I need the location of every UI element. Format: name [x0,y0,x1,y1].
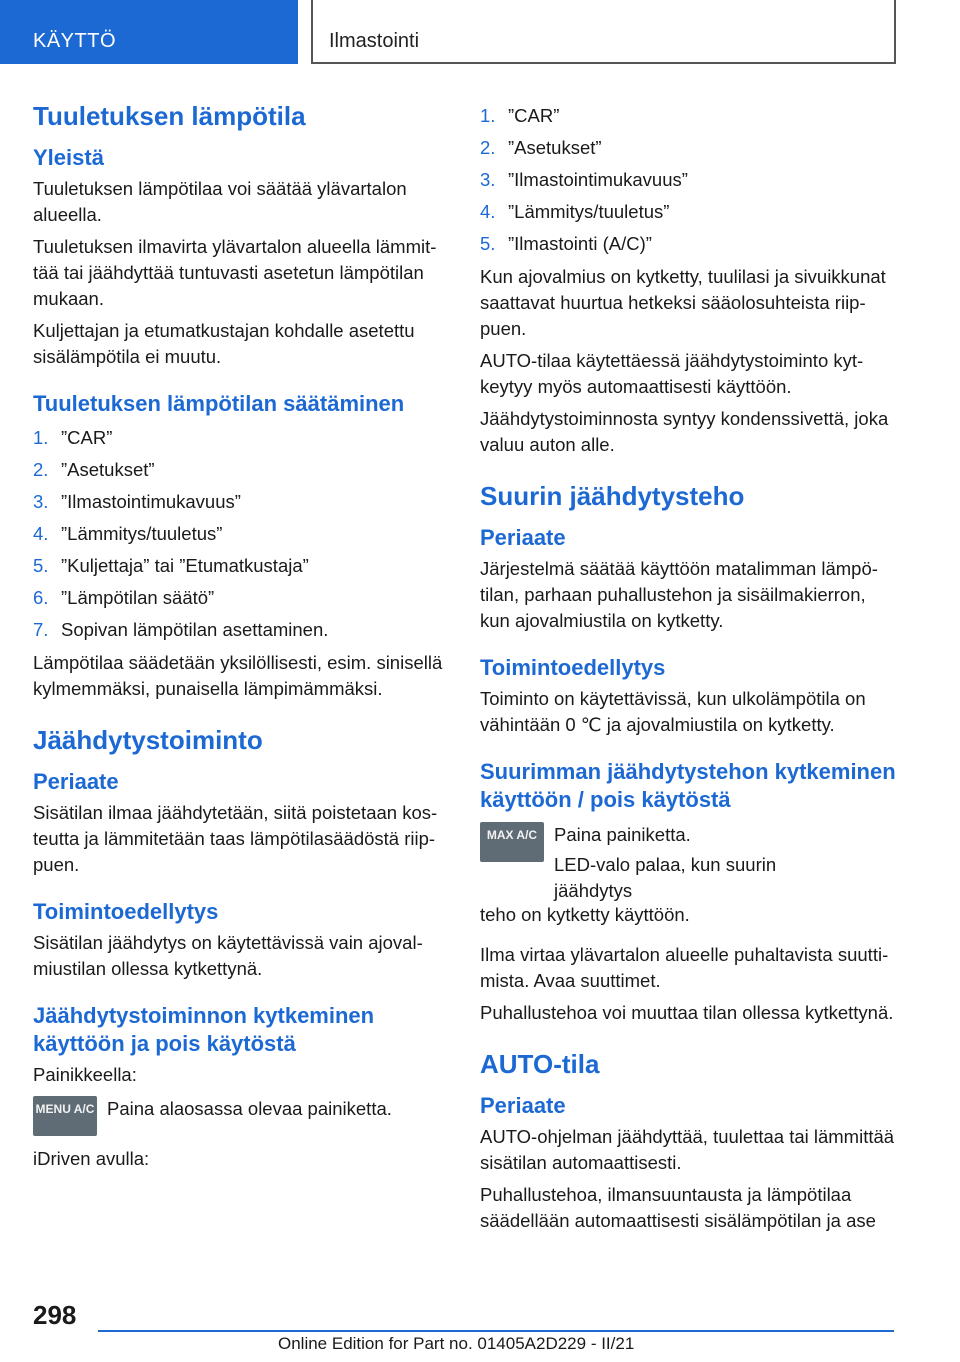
paragraph: Toiminto on käytettävissä, kun ulkolämpötila on vähintään 0 ℃ ja ajovalmiustila on kytketty. [480,688,866,735]
paragraph: Tuuletuksen lämpötilaa voi säätää ylävartalon alueella. [33,178,407,225]
list-item: 5. ”Ilmastointi (A/C)” [480,233,652,254]
section-title: Suurin jäähdytysteho [480,481,745,511]
header-section-tab: KÄYTTÖ [0,0,298,64]
left-column [33,100,448,1178]
paragraph: Ilma virtaa ylävartalon alueelle puhaltavista suuttimista. Avaa suuttimet. [480,944,889,991]
right-column [480,100,900,1240]
paragraph: iDriven avulla: [33,1148,150,1169]
paragraph: LED-valo palaa, kun suurin jäähdytys [554,854,777,901]
paragraph: Kun ajovalmius on kytketty, tuulilasi ja sivuikkunat saattavat huurtua hetkeksi sääolosuhteista riippuen. [480,266,886,339]
list-item: 1. ”CAR” [480,105,560,126]
list-item: 3. ”Ilmastointimukavuus” [480,169,688,190]
paragraph: Sisätilan jäähdytys on käytettävissä vain ajovalmiustilan ollessa kytkettynä. [33,932,423,979]
paragraph: Puhallustehoa voi muuttaa tilan ollessa kytkettynä. [480,1002,894,1023]
button-instruction-row [480,822,900,904]
steps-list-right [480,100,900,260]
subheading-kytkeminen: Suurimman jäähdytystehon kytkeminen käyttöön / pois käytöstä [480,759,896,812]
subheading-periaate: Periaate [33,769,119,794]
list-item: 4. ”Lämmitys/tuuletus” [33,523,223,544]
paragraph: Paina painiketta. [554,824,691,845]
header-chapter-title: Ilmastointi [311,0,896,64]
button-instruction-row [33,1096,448,1136]
subheading-kytkeminen: Jäähdytystoiminnon kytkeminen käyttöön ja pois käytöstä [33,1003,375,1056]
subheading-toimintoedellytys: Toimintoedellytys [480,655,666,680]
paragraph: AUTO-tilaa käytettäessä jäähdytystoiminto kytkeytyy myös automaattisesti käyttöön. [480,350,864,397]
footer-edition: Online Edition for Part no. 01405A2D229 - II/21 [278,1334,635,1353]
page-number: 298 [33,1300,77,1330]
paragraph: Järjestelmä säätää käyttöön matalimman lämpötilan, parhaan puhallustehon ja sisäilmakierron, kun ajovalmiustila on kytketty. [480,558,878,631]
paragraph: Tuuletuksen ilmavirta ylävartalon alueella lämmittää tai jäähdyttää tuntuvasti asetetun lämpötilan mukaan. [33,236,437,309]
subheading-yleista: Yleistä [33,145,104,170]
paragraph: Puhallustehoa, ilmansuuntausta ja lämpötilaa säädellään automaattisesti sisälämpötilan ja ase [480,1184,876,1231]
list-item: 4. ”Lämmitys/tuuletus” [480,201,670,222]
max-ac-button-icon: MAX A/C [480,822,544,862]
list-item: 2. ”Asetukset” [33,459,155,480]
section-title: Tuuletuksen lämpötila [33,101,306,131]
subheading-toimintoedellytys: Toimintoedellytys [33,899,219,924]
steps-list-left [33,422,448,646]
list-item: 6. ”Lämpötilan säätö” [33,587,215,608]
list-item: 7. Sopivan lämpötilan asettaminen. [33,619,329,640]
menu-ac-button-icon: MENU A/C [33,1096,97,1136]
paragraph: teho on kytketty käyttöön. [480,904,690,925]
subheading-periaate: Periaate [480,525,566,550]
list-item: 5. ”Kuljettaja” tai ”Etumatkustaja” [33,555,309,576]
list-item: 3. ”Ilmastointimukavuus” [33,491,241,512]
footer-divider [98,1330,894,1332]
paragraph: Lämpötilaa säädetään yksilöllisesti, esim. sinisellä kylmemmäksi, punaisella lämpimämmäksi. [33,652,443,699]
subheading-saato: Tuuletuksen lämpötilan säätäminen [33,391,405,416]
list-item: 2. ”Asetukset” [480,137,602,158]
paragraph: Paina alaosassa olevaa painiketta. [107,1098,392,1119]
paragraph: Kuljettajan ja etumatkustajan kohdalle asetettu sisälämpötila ei muutu. [33,320,415,367]
paragraph: Jäähdytystoiminnosta syntyy kondenssivettä, joka valuu auton alle. [480,408,889,455]
paragraph: Sisätilan ilmaa jäähdytetään, siitä poistetaan kosteutta ja lämmitetään taas lämpötilasäädöstä riippuen. [33,802,438,875]
paragraph: Painikkeella: [33,1064,137,1085]
paragraph: AUTO-ohjelman jäähdyttää, tuulettaa tai lämmittää sisätilan automaattisesti. [480,1126,895,1173]
subheading-periaate: Periaate [480,1093,566,1118]
section-title: Jäähdytystoiminto [33,725,263,755]
section-title: AUTO-tila [480,1049,600,1079]
list-item: 1. ”CAR” [33,427,113,448]
